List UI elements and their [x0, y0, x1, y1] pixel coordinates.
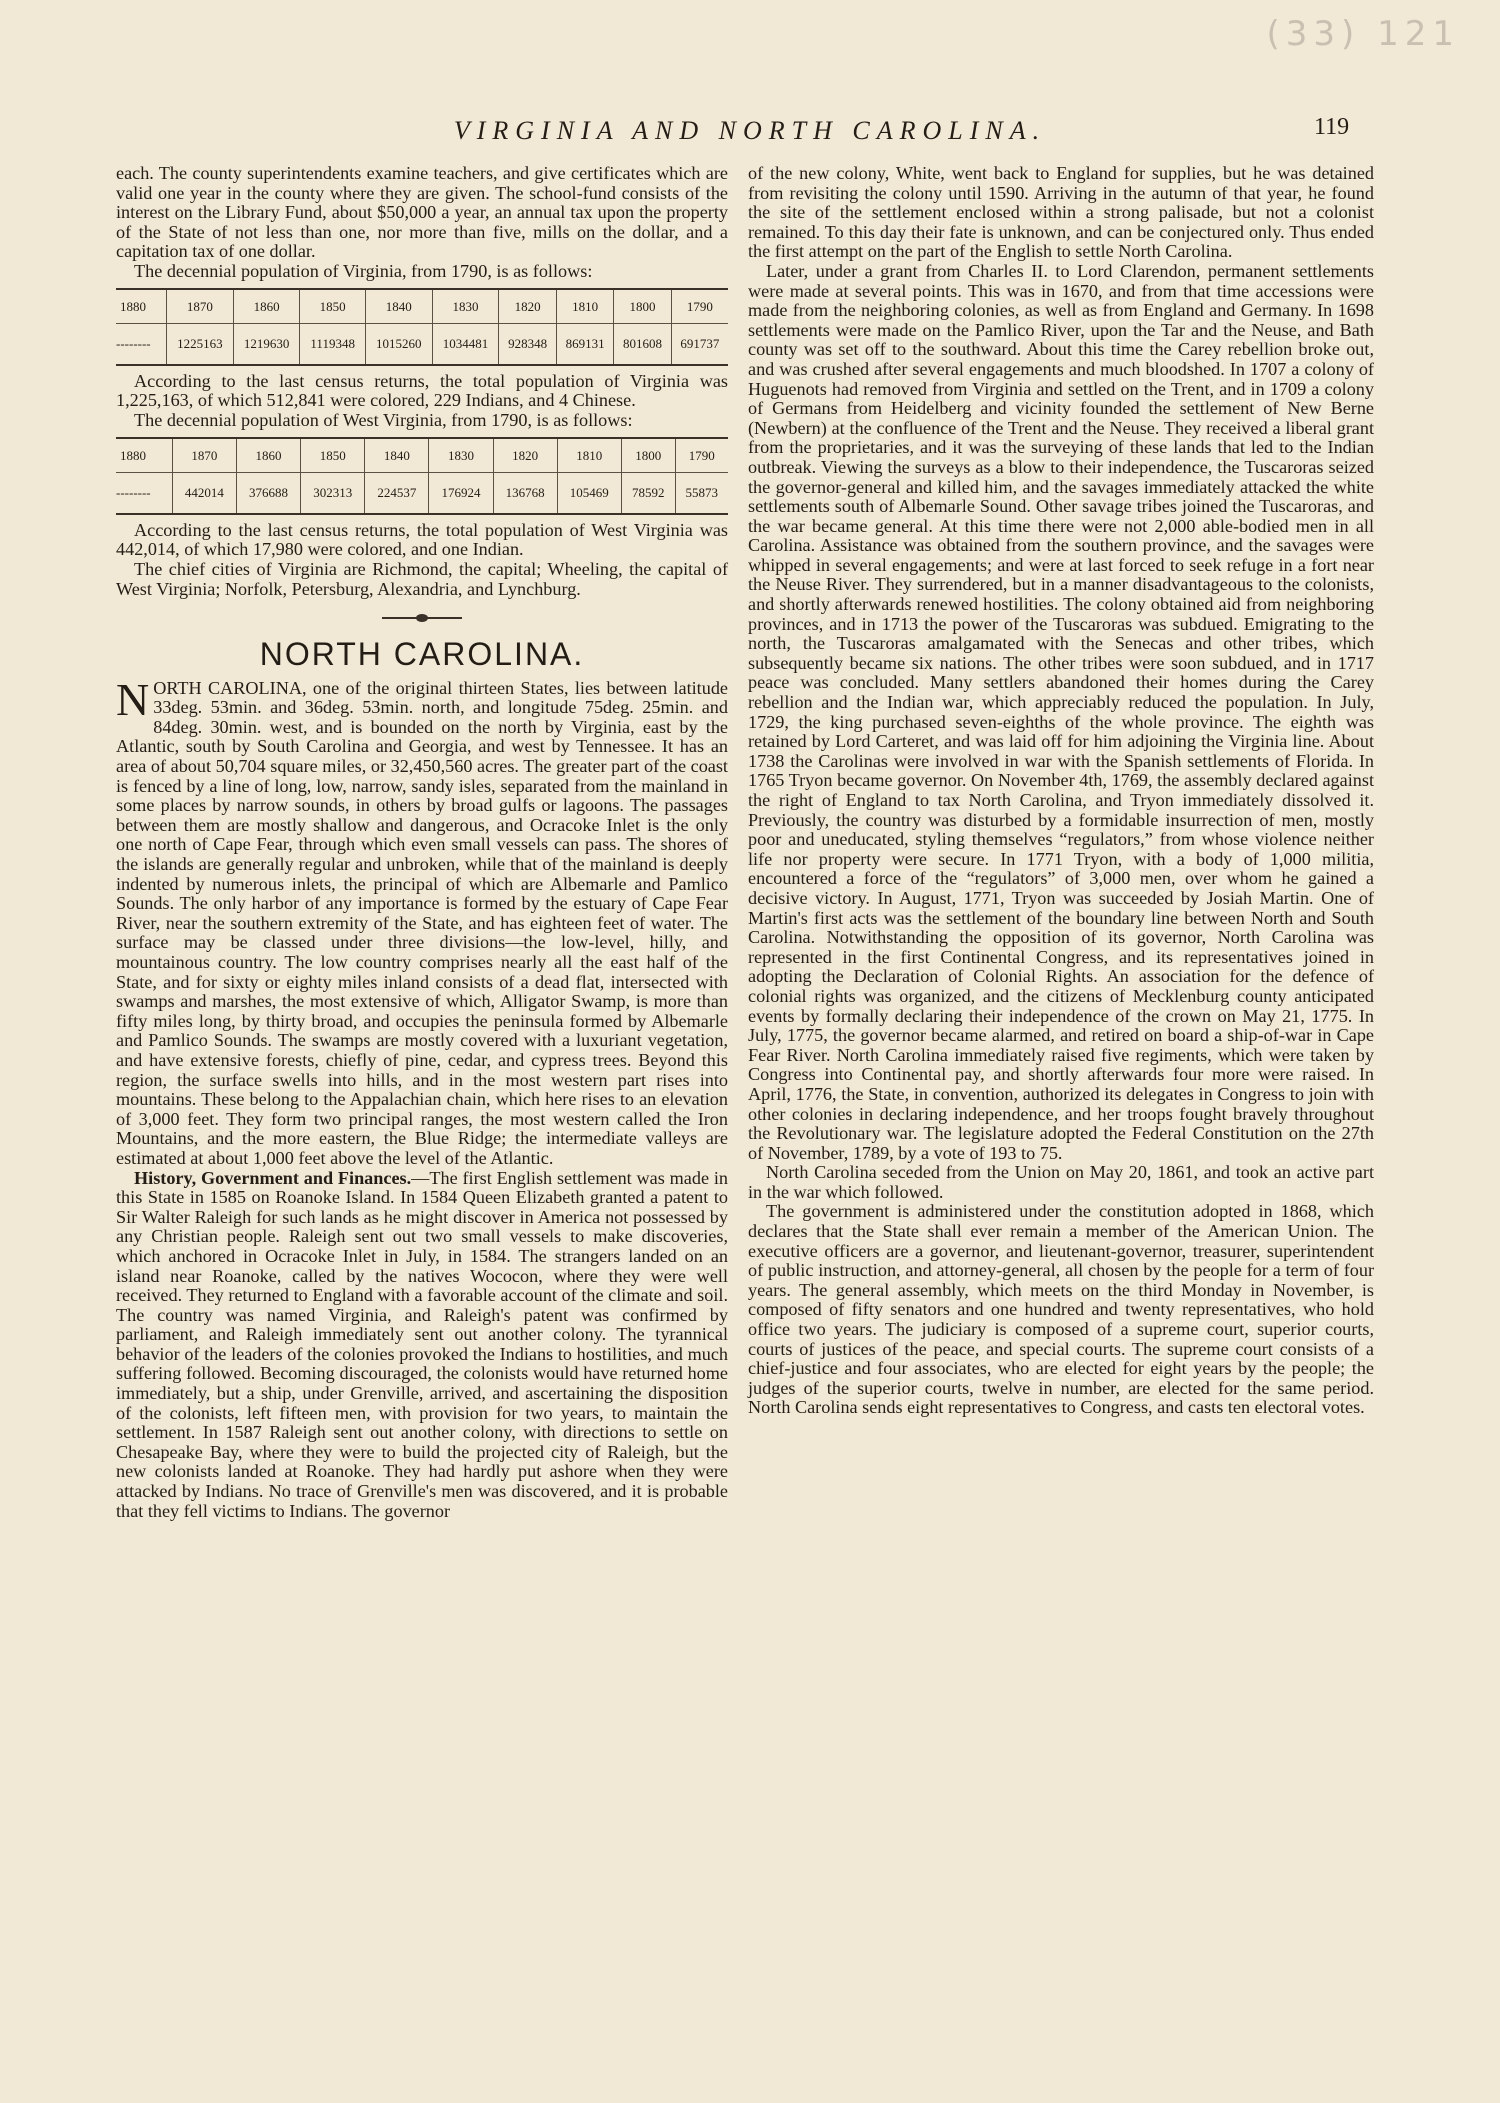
table-cell: 1225163: [166, 324, 233, 365]
table-cell: 176924: [429, 473, 493, 514]
table-header-row: [116, 438, 728, 473]
paragraph: The decennial population of Virginia, from 1790, is as follows:: [134, 260, 593, 281]
paragraph: of the new colony, White, went back to England for supplies, but he was detained from revisiting the colony until 1590. Arriving in the autumn of that year, he found the site of the settlement enclosed within a strong palisade, but not a colonist remained. To this day their fate is unknown, and can be conjectured only. Thus ended the first attempt on the part of the English to settle North Carolina.: [748, 163, 1374, 262]
table-cell: 442014: [172, 473, 236, 514]
paragraph: [116, 673, 728, 1169]
table-cell: --------: [116, 324, 166, 365]
paragraph: North Carolina seceded from the Union on May 20, 1861, and took an active part in the war which followed.: [748, 1162, 1374, 1202]
table-cell: 1790: [675, 438, 728, 473]
table-cell: 691737: [671, 324, 728, 365]
table-cell: 1219630: [233, 324, 300, 365]
table-cell: 928348: [499, 324, 556, 365]
table-cell: 1850: [301, 438, 365, 473]
table-cell: 1810: [557, 438, 621, 473]
paragraph: According to the last census returns, the total population of West Virginia was 442,014, of which 17,980 were colored, and one Indian.: [116, 519, 728, 560]
table-cell: 1800: [621, 438, 675, 473]
drop-cap: N: [116, 673, 150, 725]
table-cell: 1790: [671, 289, 728, 324]
table-cell: 801608: [614, 324, 671, 365]
table-row: [116, 473, 728, 514]
table-cell: 55873: [675, 473, 728, 514]
table-cell: 302313: [301, 473, 365, 514]
paragraph: The decennial population of West Virginia, from 1790, is as follows:: [134, 409, 633, 430]
paragraph: [116, 1169, 728, 1522]
paragraph: The chief cities of Virginia are Richmond, the capital; Wheeling, the capital of West Virginia; Norfolk, Petersburg, Alexandria, and Lynchburg.: [116, 558, 728, 599]
table-cell: 376688: [236, 473, 300, 514]
paragraph: According to the last census returns, the total population of Virginia was 1,225,163, of which 512,841 were colored, 229 Indians, and 4 Chinese.: [116, 370, 728, 411]
table-cell: 1830: [432, 289, 499, 324]
table-cell: 1820: [493, 438, 557, 473]
table-cell: 1840: [365, 289, 432, 324]
page-number: 119: [1314, 114, 1350, 140]
paragraph-text: —The first English settlement was made in this State in 1585 on Roanoke Island. In 1584 Queen Elizabeth granted a patent to Sir Walter Raleigh for such lands as he might discover in America not possessed by any Christian people. Raleigh sent out two small vessels to make discoveries, which anchored in Ocracoke Inlet in July, in 1584. The strangers landed on an island near Roanoke, called by the natives Wococon, where they were well received. They returned to England with a favorable account of the climate and soil. The country was named Virginia, and Raleigh's patent was confirmed by parliament, and Raleigh immediately sent out another colony. The tyrannical behavior of the leaders of the colonies provoked the Indians to hostilities, and much suffering followed. Becoming discouraged, the colonists would have returned home immediately, but a ship, under Grenville, arrived, and ascertaining the disposition of the colonists, left fifteen men, with provision for two years, to maintain the settlement. In 1587 Raleigh sent out another colony, with directions to settle on Chesapeake Bay, where they were to build the projected city of Raleigh, but the new colonists landed at Roanoke. They had hardly put ashore when they were attacked by Indians. No trace of Grenville's men was discovered, and it is probable that they fell victims to Indians. The governor: [116, 1167, 728, 1521]
paragraph: The government is administered under the constitution adopted in 1868, which declares that the State shall ever remain a member of the American Union. The executive officers are a governor, and lieutenant-governor, treasurer, superintendent of public instruction, and attorney-general, all chosen by the people for a term of four years. The general assembly, which meets on the third Monday in November, is composed of fifty senators and one hundred and twenty representatives, who hold office two years. The judiciary is composed of a supreme court, superior courts, courts of justices of the peace, and special courts. The supreme court consists of a chief-justice and four associates, who are elected for eight years by the people; the judges of the superior courts, twelve in number, are elected for the same period. North Carolina sends eight representatives to Congress, and casts ten electoral votes.: [748, 1201, 1374, 1418]
section-title: NORTH CAROLINA.: [259, 636, 585, 673]
table-cell: 1870: [166, 289, 233, 324]
table-cell: 1034481: [432, 324, 499, 365]
table-cell: 224537: [365, 473, 429, 514]
table-cell: 1810: [556, 289, 613, 324]
table-cell: 1015260: [365, 324, 432, 365]
table-cell: 1880: [116, 438, 172, 473]
section-divider: [382, 617, 462, 619]
running-head: VIRGINIA AND NORTH CAROLINA.: [453, 116, 1047, 145]
virginia-population-table: [116, 288, 728, 366]
table-cell: 1850: [300, 289, 365, 324]
table-cell: 1840: [365, 438, 429, 473]
table-cell: 1830: [429, 438, 493, 473]
table-cell: 1880: [116, 289, 166, 324]
table-row: [116, 324, 728, 365]
table-cell: 136768: [493, 473, 557, 514]
handwritten-page-notes: (33) 121: [1266, 14, 1460, 54]
table-header-row: [116, 289, 728, 324]
paragraph: Later, under a grant from Charles II. to Lord Clarendon, permanent settlements were made at several points. This was in 1670, and from that time accessions were made from the neighboring colonies, as well as from England and Germany. In 1698 settlements were made on the Pamlico River, upon the Tar and the Neuse, and Bath county was set off to the southward. About this time the Carey rebellion broke out, and was crushed after several engagements and much bloodshed. In 1707 a colony of Huguenots had removed from Virginia and settled on the Trent, and in 1709 a colony of Germans from Heidelberg and vicinity founded the settlement of New Berne (Newbern) at the confluence of the Trent and the Neuse. They received a liberal grant from the proprietaries, and it was the surveying of these lands that led to the Indian outbreak. Viewing the surveys as a blow to their independence, the Tuscaroras seized the governor-general and killed him, and the savages immediately attacked the white settlements south of Albemarle Sound. Other savage tribes joined the Tuscaroras, and the war became general. At this time there were not 2,000 able-bodied men in all Carolina. Assistance was obtained from the southern province, and the savages were whipped in several engagements; and were at last forced to seek refuge in a fort near the Neuse River. They surrendered, but in a manner disadvantageous to the colonists, and shortly afterwards renewed hostilities. The colony obtained aid from neighboring provinces, and in 1713 the power of the Tuscaroras was subdued. Emigrating to the north, the Tuscaroras amalgamated with the Senecas and other tribes, which subsequently became six nations. The other tribes were soon subdued, and in 1717 peace was concluded. Many settlers abandoned their homes during the Carey rebellion and the Indian war, which appreciably reduced the population. In July, 1729, the king purchased seven-eighths of the whole province. The eighth was retained by Lord Carteret, and was laid off for him adjoining the Virginia line. About 1738 the Carolinas were involved in war with the Spanish settlements of Florida. In 1765 Tryon became governor. On November 4th, 1769, the assembly declared against the right of England to tax North Carolina, and Tryon immediately dissolved it. Previously, the country was disturbed by a formidable insurrection of men, mostly poor and uneducated, styling themselves “regulators,” from whose violence neither life nor property were secure. In 1771 Tryon, with a body of 1,000 militia, encountered a force of the “regulators” of 3,000 men, over whom he gained a decisive victory. In August, 1771, Tryon was succeeded by Josiah Martin. One of Martin's first acts was the settlement of the boundary line between North and South Carolina. Notwithstanding the opposition of its governor, North Carolina was represented in the first Continental Congress, and its representatives joined in adopting the Declaration of Colonial Rights. An association for the defence of colonial rights was organized, and the citizens of Mecklenburg county anticipated events by formally declaring their independence of the crown on May 21, 1775. In July, 1775, the governor became alarmed, and retired on board a ship-of-war in Cape Fear River. North Carolina immediately raised five regiments, which were taken by Congress into Continental pay, and shortly afterwards four more were raised. In April, 1776, the State, in convention, authorized its delegates in Congress to join with other colonies in declaring independence, and her troops fought bravely throughout the Revolutionary war. The legislature adopted the Federal Constitution on the 27th of November, 1789, by a vote of 193 to 75.: [748, 260, 1374, 1163]
table-cell: 1820: [499, 289, 556, 324]
table-cell: 869131: [556, 324, 613, 365]
west-virginia-population-table: [116, 437, 728, 515]
paragraph: each. The county superintendents examine teachers, and give certificates which are valid one year in the county where they are given. The school-fund consists of the interest on the Library Fund, about $50,000 a year, an annual tax upon the property of the State of not less than one, nor more than five, mills on the dollar, and a capitation tax of one dollar.: [116, 163, 728, 262]
table-cell: 1870: [172, 438, 236, 473]
paragraph-text: ORTH CAROLINA, one of the original thirteen States, lies between latitude 33deg. 53min. and 36deg. 53min. north, and longitude 75deg. 25min. and 84deg. 30min. west, and is bounded on the north by Virginia, east by the Atlantic, south by South Carolina and Georgia, and west by Tennessee. It has an area of about 50,704 square miles, or 32,450,560 acres. The greater part of the coast is fenced by a line of long, low, narrow, sandy isles, separated from the mainland in some places by narrow sounds, in others by broad gulfs or lagoons. The passages between them are mostly shallow and dangerous, and Ocracoke Inlet is the only one north of Cape Fear, through which even small vessels can pass. The shores of the islands are generally regular and unbroken, while that of the mainland is deeply indented by numerous inlets, the principal of which are Albemarle and Pamlico Sounds. The only harbor of any importance is formed by the estuary of Cape Fear River, near the southern extremity of the State, and has eighteen feet of water. The surface may be classed under three divisions—the low-level, hilly, and mountainous country. The low country comprises nearly all the east half of the State, and for sixty or eighty miles inland consists of a dead flat, intersected with swamps and marshes, the most extensive of which, Alligator Swamp, is more than fifty miles long, by thirty broad, and occupies the peninsula formed by Albemarle and Pamlico Sounds. The swamps are mostly covered with a luxuriant vegetation, and have extensive forests, chiefly of pine, cedar, and cypress trees. Beyond this region, the surface swells into hills, and in the most western part rises into mountains. These belong to the Appalachian chain, which here rises to an elevation of 3,000 feet. They form two principal ranges, the most western called the Iron Mountains, and the more eastern, the Blue Ridge; the intermediate valleys are estimated at about 1,000 feet above the level of the Atlantic.: [116, 677, 728, 1168]
table-cell: 1860: [236, 438, 300, 473]
table-cell: 1800: [614, 289, 671, 324]
left-column: [116, 164, 728, 1521]
table-cell: 1119348: [300, 324, 365, 365]
subsection-heading: History, Government and Finances.: [134, 1167, 412, 1188]
table-cell: --------: [116, 473, 172, 514]
right-column: [748, 164, 1374, 1418]
table-cell: 78592: [621, 473, 675, 514]
table-cell: 1860: [233, 289, 300, 324]
table-cell: 105469: [557, 473, 621, 514]
